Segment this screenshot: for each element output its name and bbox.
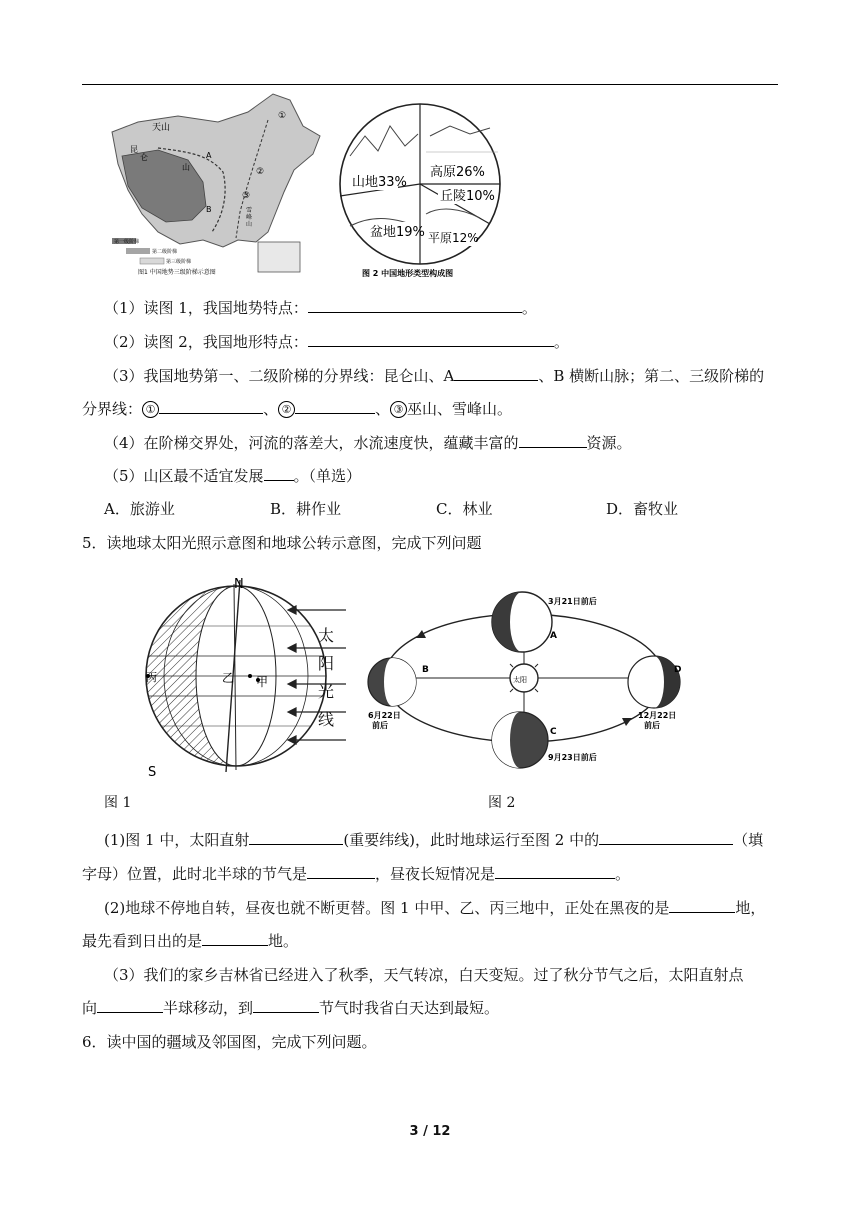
pie-label-basin: 盆地19% (370, 225, 425, 240)
legend-step1: 第一级阶梯 (114, 239, 140, 245)
q5-s1-blank-daynight[interactable] (495, 864, 615, 879)
mar-label: 3月21日前后 (548, 597, 597, 606)
sunlight-label: 太 阳 光 线 (318, 626, 335, 729)
label-shan: 山 (182, 163, 190, 172)
q5-s3-blank-term[interactable] (253, 998, 319, 1013)
circled-3: ③ (390, 401, 407, 418)
label-xue: 雪 (246, 207, 253, 214)
q5-s1-blank-position[interactable] (599, 830, 733, 845)
pie-label-plateau: 高原26% (430, 165, 485, 180)
sunlight-arrows (286, 600, 348, 746)
sun-label: 太阳 (513, 676, 527, 684)
north-pole-label: N (234, 577, 244, 592)
q4-s2: （2）读图 2，我国地形特点： 。 (104, 333, 569, 351)
q5-s2-blank-sunrise[interactable] (202, 931, 268, 946)
pos-b: B (422, 665, 429, 675)
q4-option-d[interactable]: D．畜牧业 (606, 500, 679, 518)
pos-a: A (550, 631, 557, 641)
label-tianshan: 天山 (152, 123, 171, 133)
legend-step2: 第二级阶梯 (152, 249, 178, 255)
south-pole-label: S (148, 765, 157, 780)
q4-option-a[interactable]: A．旅游业 (104, 500, 175, 518)
pie-label-hills: 丘陵10% (440, 189, 495, 204)
q5-s1-blank-latitude[interactable] (249, 830, 343, 845)
q5-title: 5．读地球太阳光照示意图和地球公转示意图，完成下列问题 (82, 534, 482, 552)
page-number: 3 / 12 (409, 1124, 451, 1139)
label-lun: 仑 (140, 153, 148, 162)
legend-step3: 第三级阶梯 (166, 259, 192, 265)
terrain-type-pie (330, 96, 520, 282)
q5-s2-cont: 最先看到日出的是 地。 (82, 932, 299, 950)
label-kun: 昆 (130, 145, 138, 154)
label-a: A (206, 151, 212, 160)
q4-s3-blank-a[interactable] (454, 366, 538, 381)
china-terrain-map (108, 92, 328, 278)
q4-s2-blank[interactable] (308, 332, 554, 347)
q4-s3-cont: 分界线： ① 、 ② 、 ③ 巫山、雪峰山。 (82, 400, 513, 418)
q4-s1-blank[interactable] (308, 298, 522, 313)
pie-label-mountain: 山地33% (352, 175, 407, 190)
header-rule (82, 84, 778, 85)
sep-label: 9月23日前后 (548, 753, 597, 762)
legend-step3-swatch (140, 258, 164, 264)
q4-s4: （4）在阶梯交界处，河流的落差大，水流速度快，蕴藏丰富的 资源。 (104, 434, 632, 452)
q5-s1: (1)图 1 中，太阳直射 (重要纬线)，此时地球运行至图 2 中的 （填 (104, 831, 764, 849)
circled-2: ② (278, 401, 295, 418)
legend-step2-swatch (126, 248, 150, 254)
point-yi: 乙 (222, 671, 235, 685)
q5-s3: （3）我们的家乡吉林省已经进入了秋季，天气转凉，白天变短。过了秋分节气之后，太阳直射点 (104, 966, 744, 984)
q5-s1-cont: 字母）位置，此时北半球的节气是 ，昼夜长短情况是 。 (82, 865, 631, 883)
label-feng: 峰 (246, 214, 253, 221)
q5-s2: (2)地球不停地自转，昼夜也就不断更替。图 1 中甲、乙、丙三地中，正处在黑夜的是 地， (104, 899, 766, 917)
q5-s2-blank-night[interactable] (669, 898, 735, 913)
q4-s5: （5）山区最不适宜发展 。（单选） (104, 467, 362, 485)
circled-1: ① (142, 401, 159, 418)
earth-revolution-diagram (362, 578, 700, 772)
q5-s3-cont: 向 半球移动，到 节气时我省白天达到最短。 (82, 999, 500, 1017)
pos-c: C (550, 727, 557, 737)
q4-s3: （3）我国地势第一、二级阶梯的分界线：昆仑山、A 、B 横断山脉；第二、三级阶梯的 (104, 367, 765, 385)
fig1-caption: 图1 中国地势三级阶梯示意图 (138, 269, 216, 276)
pie-label-plain: 平原12% (428, 231, 479, 245)
q4-s3-blank-1[interactable] (159, 399, 263, 414)
dec-label-2: 前后 (644, 721, 660, 730)
q5-s1-blank-term[interactable] (307, 864, 375, 879)
q4-option-c[interactable]: C．林业 (436, 500, 493, 518)
point-jia: 甲 (256, 675, 269, 689)
q4-s5-blank[interactable] (264, 466, 294, 481)
label-c1: ① (278, 111, 287, 121)
q5-s3-blank-hemisphere[interactable] (97, 998, 163, 1013)
q4-option-b[interactable]: B．耕作业 (270, 500, 342, 518)
label-c2: ② (256, 167, 265, 177)
q5-fig2-caption: 图 2 (488, 795, 516, 811)
dec-label-1: 12月22日 (638, 711, 677, 720)
label-b: B (206, 205, 212, 214)
q5-fig1-caption: 图 1 (104, 795, 132, 811)
label-c3: ③ (242, 191, 251, 201)
q4-s3-blank-2[interactable] (295, 399, 375, 414)
q4-s1: （1）读图 1，我国地势特点： 。 (104, 299, 537, 317)
point-bing: 丙 (146, 671, 157, 684)
fig2-caption: 图 2 中国地形类型构成图 (362, 269, 454, 278)
label-shan2: 山 (246, 221, 253, 228)
jun-label-2: 前后 (372, 721, 388, 730)
q4-s4-blank[interactable] (519, 433, 587, 448)
q6-title: 6．读中国的疆域及邻国图，完成下列问题。 (82, 1033, 377, 1051)
pos-d: D (674, 665, 682, 675)
jun-label-1: 6月22日 (368, 711, 401, 720)
